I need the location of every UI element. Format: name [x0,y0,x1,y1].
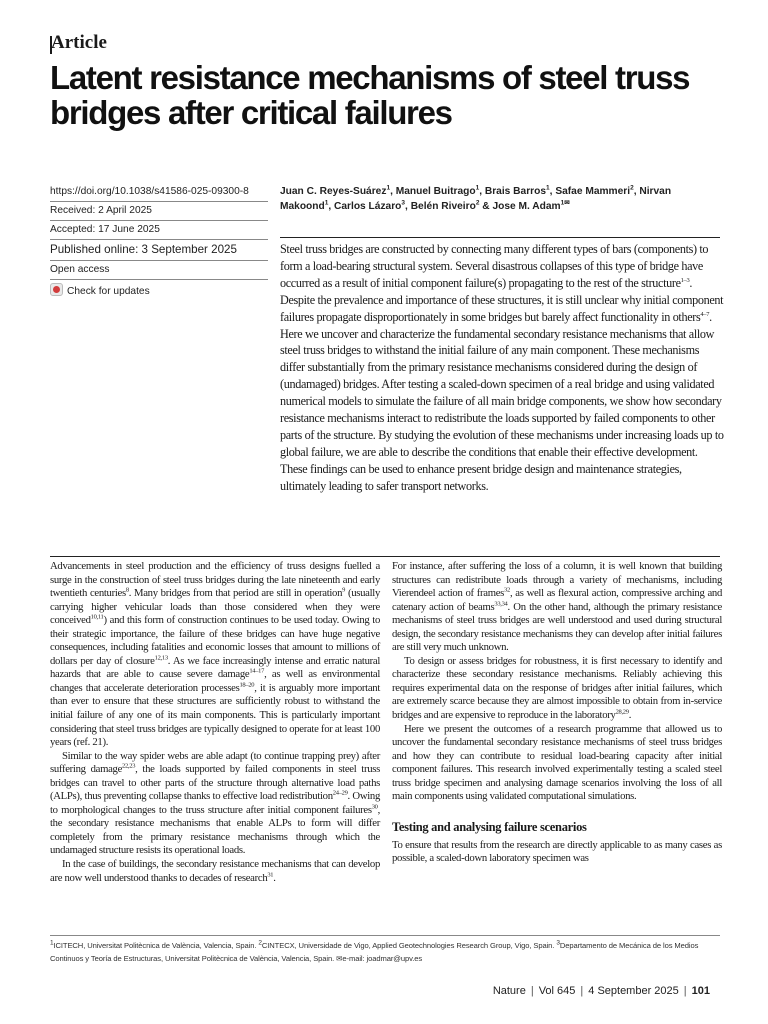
author-name[interactable]: Jose M. Adam [492,200,561,212]
author-affiliation: 1 [324,199,329,207]
abstract-divider [280,237,720,238]
body-divider [50,556,720,557]
text-run: To design or assess bridges for robustness, it is first necessary to identify and characterize these secondary resistance mechanisms. Reliably achieving this requires experimental data on the response of bridges after initial failures, which are extremely scarce because they are almost impossible to obtain from in-service bridges and are expensive to reproduce in the laboratory [392,654,722,722]
doi-link[interactable]: https://doi.org/10.1038/s41586-025-09300-8 [50,183,268,202]
author-separator: , [405,200,411,212]
citation-superscript[interactable]: 4–7 [700,310,710,318]
text-run: . Owing to morphological changes to the truss structure after initial component failures [50,790,381,816]
body-paragraph [50,858,380,885]
text-run: , the loads supported by failed components in steel truss bridges can travel to other parts of the structure through alternative load paths (ALPs), thus preventing collapse thanks to effective load redistribution [50,763,380,803]
text-run: (usually carrying higher vehicular loads than those considered when they were conceived [50,587,380,627]
text-run: In the case of buildings, the secondary resistance mechanisms that can develop are now well understood thanks to decades of research [50,858,380,884]
citation-superscript[interactable]: 1–3 [680,276,690,284]
author-affiliation: 1 [546,184,550,192]
footnote-divider [50,935,720,936]
author-list [280,185,720,214]
citation-superscript[interactable]: 31 [267,871,274,879]
published-date: Published online: 3 September 2025 [50,240,268,261]
text-run: , it is arguably more important than ever to ensure that these structures are sufficiently robust to withstand the initial failure of any one of its main components. This is particularly important considering that steel truss bridges are typically designed to operate for at least 100 years (ref. 21). [50,681,380,749]
text-run: Advancements in steel production and the efficiency of truss designs fuelled a surge in the construction of steel truss bridges during the late nineteenth and early twentieth centuries [50,560,380,600]
body-paragraph [50,560,380,750]
author-name[interactable]: Juan C. Reyes-Suárez [280,186,387,197]
text-run: . [628,709,632,722]
author-separator: , [633,186,640,197]
text-run: CINTECX, Universidade de Vigo, Applied Geotechnologies Research Group, Vigo, Spain. [261,941,557,950]
text-run: Steel truss bridges are constructed by connecting many different types of bars (components) to form a load-bearing structural system. Several disastrous collapses of this type of bridge have occurred as a result of initial component failure(s) propagating to the rest of the structure [280,242,709,290]
author-separator: , [479,186,485,197]
check-for-updates-link[interactable] [50,280,268,301]
text-run: Departamento de Mecánica de los Medios Continuos y Teoría de Estructuras, Universitat Politècnica de València, Valencia, Spain. [50,941,699,963]
article-type-label: Article [51,32,107,53]
page-number: 101 [691,985,710,997]
citation-superscript[interactable]: 12,13 [154,654,168,662]
author-affiliation: 1 [386,184,391,192]
author-name[interactable]: Safae Mammeri [555,186,631,197]
author-affiliation: 2 [475,199,480,207]
body-column-right [392,560,722,866]
section-heading: Testing and analysing failure scenarios [392,819,587,834]
journal-name: Nature [492,985,526,997]
open-access-label: Open access [50,261,268,280]
text-run: . As we face increasingly intense and erratic natural hazards that are able to cause severe damage [50,654,380,681]
body-paragraph [392,655,722,723]
citation-superscript[interactable]: 33,34 [494,600,508,608]
text-run: For instance, after suffering the loss of a column, it is well known that building structures can redistribute loads through a variety of mechanisms, including Vierendeel action of frames [392,560,722,600]
text-run: ICITECH, Universitat Politècnica de València, Valencia, Spain. [53,941,259,950]
text-run: . On the other hand, although the primary resistance mechanisms of steel truss bridges are well understood and used during structural design, the secondary resistance mechanisms they can develop after initial failures are still very much unknown. [392,600,723,654]
citation-superscript[interactable]: 2 [258,939,262,947]
check-for-updates-icon [50,283,63,296]
citation-superscript[interactable]: 28,29 [615,708,629,716]
text-run: Similar to the way spider webs are able adapt (to continue trapping prey) after suffering damage [50,749,380,776]
body-column-left [50,560,380,885]
author-affiliation: 2 [630,184,634,192]
author-name[interactable]: Belén Riveiro [410,200,476,212]
author-affiliation: 1✉ [560,199,570,207]
author-separator: & [479,200,493,212]
article-metadata-sidebar [50,183,268,301]
author-name[interactable]: Nirvan Makoond [280,186,672,212]
received-date: Received: 2 April 2025 [50,202,268,221]
text-run: ) and this form of construction continues to be used today. Owing to their strategic importance, the failure of these bridges can have huge negative consequences, including fatalities and economic losses that amount to millions of dollars per day of closure [50,614,380,667]
author-separator: , [390,186,396,197]
body-paragraph [50,750,380,858]
text-run: Here we present the outcomes of a research programme that allowed us to uncover the fundamental secondary resistance mechanisms of steel truss bridges and how they can contribute to residual load-bearing capacity after initial component failures. This research involved experimentally testing a scaled steel truss bridge specimen and analysing damage scenarios involving the loss of all main components using validated computational simulations. [392,722,722,803]
citation-superscript[interactable]: 14–17 [249,667,265,675]
body-paragraph [392,839,722,866]
text-run: . [273,871,276,884]
author-name[interactable]: Manuel Buitrago [395,186,476,197]
issue-date: 4 September 2025 [588,985,679,997]
text-run: . Many bridges from that period are still in operation [128,587,343,600]
volume: Vol 645 [538,985,576,997]
citation-superscript[interactable]: 1 [50,939,54,947]
accepted-date: Accepted: 17 June 2025 [50,221,268,240]
citation-superscript[interactable]: 24–29 [332,789,348,797]
author-separator: , [328,200,335,212]
author-affiliation: 3 [401,199,406,207]
text-run: To ensure that results from the research are directly applicable to as many cases as possible, a scaled-down laboratory specimen was [392,838,722,865]
author-affiliation: 1 [475,184,480,192]
abstract [280,241,724,495]
body-paragraph [392,560,722,655]
page-footer: Nature | Vol 645 | 4 September 2025 | 101 [492,985,710,997]
citation-superscript[interactable]: 10,11 [90,613,104,621]
check-for-updates-label: Check for updates [67,286,150,297]
citation-superscript[interactable]: 30 [371,803,378,811]
citation-superscript[interactable]: 22,23 [122,762,136,770]
text-run: ✉e-mail: joadmar@upv.es [336,954,423,963]
text-run: , as well as environmental changes that accelerate deterioration processes [50,668,380,694]
citation-superscript[interactable]: 3 [556,939,560,947]
text-run: , as well as flexural action, compressive arching and catenary action of beams [392,587,722,613]
text-run: , the secondary resistance mechanisms that enable ALPs to form will differ completely from the primary resistance mechanisms through which the undamaged structure resists its operational loads. [50,803,380,857]
citation-superscript[interactable]: 18–20 [239,681,255,689]
author-separator: , [549,186,556,197]
affiliations-footnote [50,939,730,965]
author-name[interactable]: Brais Barros [484,186,547,197]
author-name[interactable]: Carlos Lázaro [334,200,402,212]
citation-superscript[interactable]: 32 [504,586,510,594]
article-title: Latent resistance mechanisms of steel truss bridges after critical failures [50,59,690,131]
citation-superscript[interactable]: 9 [342,586,346,594]
text-run: . Despite the prevalence and importance of these structures, it is still unclear why initial component failures propagate disproportionately in some bridges but barely affect functionality in others [280,275,724,324]
text-run: . Here we uncover and characterize the fundamental secondary resistance mechanisms that allow steel truss bridges to withstand the initial failure of any main component. These mechanisms differ substantially from the primary resistance mechanisms considered during the design of (undamaged) bridges. After testing a scaled-down specimen of a real bridge and using validated numerical models to simulate the failure of all main bridge components, we show how secondary resistance mechanisms interact to redistribute the loads supported by failed components to other parts of the structure. By studying the evolution of these mechanisms under increasing loads up to global failure, we are able to describe the conditions that enable their effective development. These findings can be used to enhance present bridge design and maintenance strategies, ultimately leading to safer transport networks. [280,309,724,493]
citation-superscript[interactable]: 8 [125,586,129,594]
body-paragraph [392,723,722,804]
